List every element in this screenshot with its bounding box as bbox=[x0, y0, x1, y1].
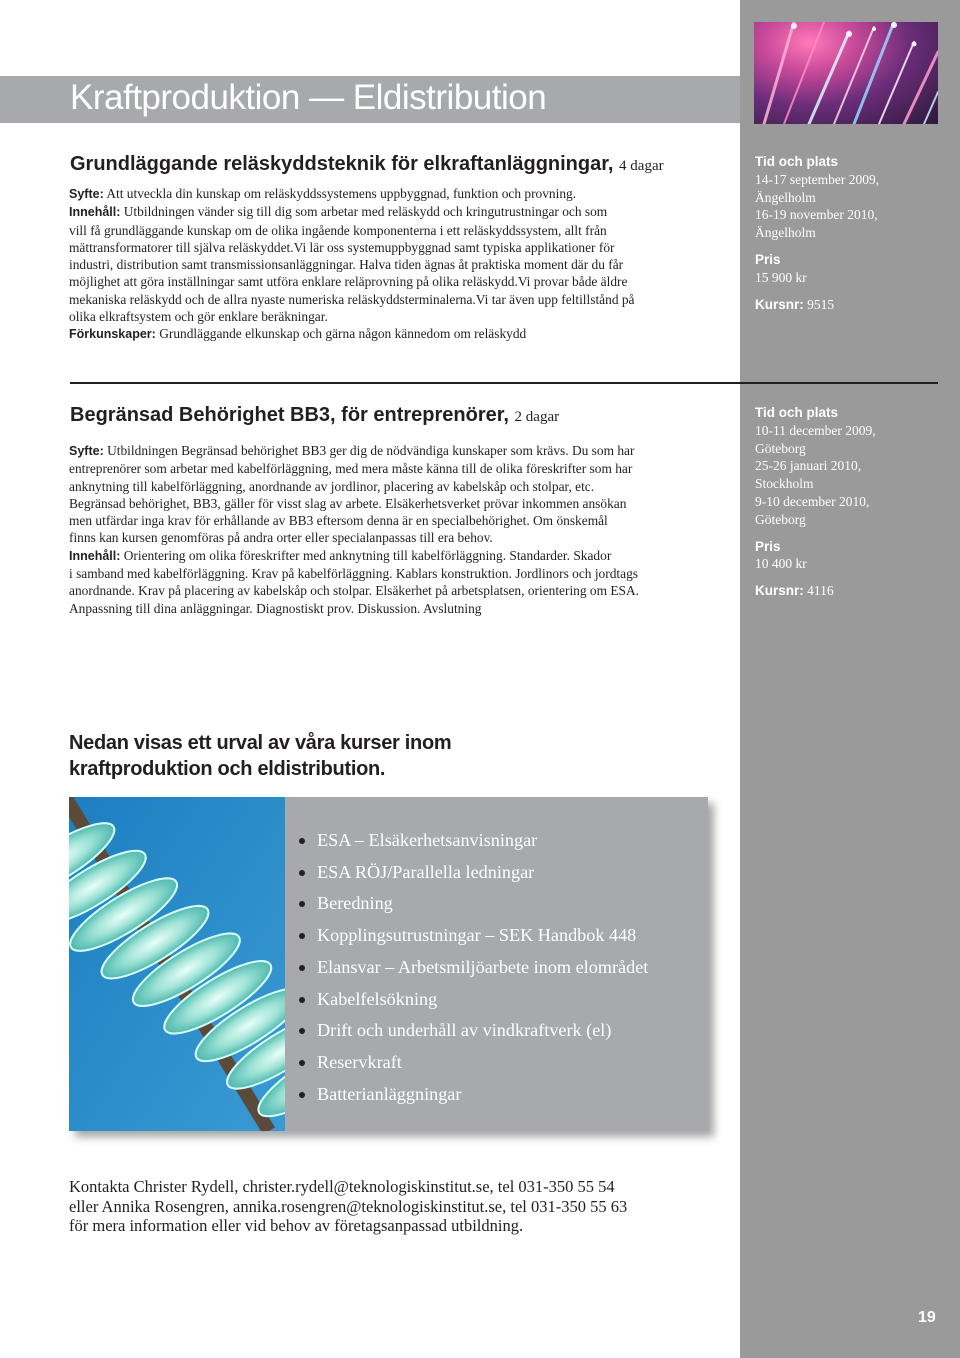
bullet-icon bbox=[299, 838, 305, 844]
list-item-label: Batterianläggningar bbox=[317, 1083, 462, 1104]
list-item bbox=[299, 984, 648, 1016]
list-item bbox=[299, 1047, 648, 1079]
line-text: möjlighet att göra inställningar samt utföra enklare reläprovning på olika reläskydd.Vi provar både äldre bbox=[69, 274, 628, 290]
line-text: Begränsad behörighet, BB3, gäller för visst slag av arbete. Elsäkerhetsverket prövar inkommen ansökan bbox=[69, 495, 627, 511]
line-text: Utbildningen Begränsad behörighet BB3 ger dig de nödvändiga kunskaper som krävs. Du som har bbox=[107, 443, 635, 458]
list-item-label: Drift och underhåll av vindkraftverk (el) bbox=[317, 1020, 612, 1041]
course-title bbox=[70, 404, 559, 427]
list-item bbox=[299, 952, 648, 984]
course-number-label: Kursnr: bbox=[755, 296, 804, 312]
syfte-label: Syfte: bbox=[69, 187, 104, 201]
course-list-panel bbox=[285, 797, 708, 1131]
bullet-icon bbox=[299, 965, 305, 971]
line-label: Syfte: bbox=[69, 444, 104, 458]
course-number bbox=[755, 296, 935, 314]
course-info-panel bbox=[755, 404, 935, 600]
list-item-label: Reservkraft bbox=[317, 1051, 402, 1072]
time-place-heading: Tid och plats bbox=[755, 405, 839, 420]
time-place-value: 25-26 januari 2010, bbox=[755, 458, 862, 474]
bullet-icon bbox=[299, 901, 305, 907]
fiber-optic-photo bbox=[754, 22, 938, 124]
price-heading: Pris bbox=[755, 251, 781, 267]
description-line bbox=[69, 547, 734, 565]
time-place-value: Ängelholm bbox=[755, 189, 816, 205]
course-number-value: 9515 bbox=[807, 296, 835, 312]
course-title bbox=[70, 153, 664, 176]
bullet-icon bbox=[299, 1060, 305, 1066]
list-item bbox=[299, 825, 648, 857]
bullet-icon bbox=[299, 1092, 305, 1098]
time-place-value: 10-11 december 2009, bbox=[755, 422, 876, 438]
price-value: 10 400 kr bbox=[755, 556, 807, 572]
bullet-icon bbox=[299, 997, 305, 1003]
list-item-label: Kabelfelsökning bbox=[317, 988, 438, 1009]
list-item-label: ESA – Elsäkerhetsanvisningar bbox=[317, 830, 538, 850]
list-item-label: Elansvar – Arbetsmiljöarbete inom elområdet bbox=[317, 956, 649, 977]
line-text: i samband med kabelförläggning. Krav på kabelförläggning. Kablars konstruktion. Jordlinors och jordtags bbox=[69, 566, 638, 582]
course-info-panel bbox=[755, 153, 935, 313]
course-selection-intro bbox=[69, 730, 451, 782]
course-title-text: Grundläggande reläskyddsteknik för elkraftanläggningar, bbox=[70, 153, 614, 175]
line-label: Innehåll: bbox=[69, 548, 121, 563]
description-line bbox=[69, 256, 734, 273]
list-item bbox=[299, 1015, 648, 1047]
line-text: men utfärdar inga krav för erhållande av BB3 eftersom denna är en specialbehörighet. Om önskemål bbox=[69, 513, 608, 529]
intro-line: Nedan visas ett urval av våra kurser inom bbox=[69, 732, 452, 754]
description-line bbox=[69, 222, 734, 239]
syfte-line bbox=[69, 185, 734, 203]
price-value: 15 900 kr bbox=[755, 269, 807, 285]
intro-line: kraftproduktion och eldistribution. bbox=[69, 758, 386, 780]
line-text: olika elkraftsystem och gör enklare beräkningar. bbox=[69, 309, 328, 325]
course-duration: 4 dagar bbox=[619, 158, 664, 174]
syfte-text: Att utveckla din kunskap om reläskyddssystemens uppbyggnad, funktion och provning. bbox=[106, 186, 577, 201]
description-line bbox=[69, 565, 734, 582]
contact-line: Kontakta Christer Rydell, christer.rydell@teknologiskinstitut.se, tel 031-350 55 54 bbox=[69, 1177, 615, 1196]
list-item-label: Kopplingsutrustningar – SEK Handbok 448 bbox=[317, 925, 637, 946]
line-label: Förkunskaper: bbox=[69, 327, 156, 342]
line-text: mättransformatorer till själva reläskyddet.Vi lär oss systemuppbyggnad samt typiska applikationer för bbox=[69, 239, 615, 255]
description-line bbox=[69, 582, 734, 599]
description-line bbox=[69, 273, 734, 290]
description-line bbox=[69, 600, 734, 617]
line-text: Grundläggande elkunskap och gärna någon kännedom om reläskydd bbox=[159, 326, 527, 342]
bullet-icon bbox=[299, 870, 305, 876]
course-duration: 2 dagar bbox=[514, 409, 560, 425]
time-place-value: 14-17 september 2009, bbox=[755, 171, 880, 187]
list-item bbox=[299, 1079, 648, 1111]
line-text: vill få grundläggande kunskap om de olika ingående komponenterna i ett reläskyddssystem, allt från bbox=[69, 222, 607, 238]
line-label: Innehåll: bbox=[69, 205, 121, 220]
list-item-label: ESA RÖJ/Parallella ledningar bbox=[317, 861, 535, 882]
bullet-icon bbox=[299, 933, 305, 939]
course-description bbox=[69, 442, 734, 617]
contact-line: eller Annika Rosengren, annika.rosengren@teknologiskinstitut.se, tel 031-350 55 63 bbox=[69, 1196, 628, 1216]
description-line bbox=[69, 442, 734, 460]
bullet-icon bbox=[299, 1028, 305, 1034]
line-text: Orientering om olika föreskrifter med anknytning till kabelförläggning. Standarder. Skador bbox=[123, 547, 612, 563]
list-item bbox=[299, 920, 648, 952]
course-description bbox=[69, 185, 734, 344]
line-text: industri, distribution samt transmissionsanläggningar. Halva tiden ägnas åt praktiska moment där du får bbox=[69, 257, 624, 273]
line-text: Anpassning till dina anläggningar. Diagnostiskt prov. Diskussion. Avslutning bbox=[69, 600, 482, 616]
line-text: anknytning till kabelförläggning, anordnande av jordlinor, placering av kabelskåp och stolpar, etc. bbox=[69, 478, 595, 494]
description-line bbox=[69, 239, 734, 256]
time-place-value: Göteborg bbox=[755, 511, 806, 527]
description-line bbox=[69, 512, 734, 529]
description-line bbox=[69, 460, 734, 477]
time-place-value: 16-19 november 2010, bbox=[755, 207, 878, 223]
line-text: Utbildningen vänder sig till dig som arbetar med reläskydd och kringutrustningar och som bbox=[123, 204, 608, 220]
line-text: mekaniska reläskydd och de allra nyaste numeriska reläskyddsterminalerna.Vi tar även upp feltillstånd på bbox=[69, 291, 635, 307]
time-place-value: Ängelholm bbox=[755, 225, 816, 241]
course-number-value: 4116 bbox=[807, 583, 834, 599]
time-place-value: 9-10 december 2010, bbox=[755, 493, 870, 509]
description-line bbox=[69, 495, 734, 512]
page-number: 19 bbox=[918, 1309, 936, 1326]
section-divider bbox=[70, 382, 938, 384]
description-line bbox=[69, 478, 734, 495]
description-line bbox=[69, 203, 734, 221]
course-number bbox=[755, 582, 935, 600]
insulator-photo bbox=[69, 797, 285, 1131]
page-title: Kraftproduktion — Eldistribution bbox=[70, 78, 547, 117]
list-item-label: Beredning bbox=[317, 893, 393, 914]
description-line bbox=[69, 325, 734, 343]
course-number-label: Kursnr: bbox=[755, 583, 804, 599]
course-title-text: Begränsad Behörighet BB3, för entreprenörer, bbox=[70, 404, 509, 426]
course-list-block bbox=[69, 797, 708, 1131]
list-item bbox=[299, 857, 648, 889]
description-line bbox=[69, 308, 734, 325]
time-place-heading: Tid och plats bbox=[755, 154, 839, 169]
contact-line: för mera information eller vid behov av företagsanpassad utbildning. bbox=[69, 1216, 524, 1235]
line-text: entreprenörer som arbetar med kabelförläggning, med mera måste känna till de olika föreskrifter som har bbox=[69, 461, 633, 477]
price-heading: Pris bbox=[755, 538, 781, 554]
course-list bbox=[299, 825, 648, 1110]
line-text: finns kan kursen genomföras på andra orter eller specialanpassas till era behov. bbox=[69, 530, 493, 546]
line-text: anordnande. Krav på placering av kabelskåp och stolpar. Elsäkerhet på arbetsplatsen, orientering om ESA. bbox=[69, 583, 640, 599]
description-line bbox=[69, 291, 734, 308]
time-place-value: Göteborg bbox=[755, 440, 806, 456]
time-place-value: Stockholm bbox=[755, 476, 814, 492]
description-line bbox=[69, 529, 734, 546]
contact-info bbox=[69, 1177, 627, 1236]
list-item bbox=[299, 888, 648, 920]
